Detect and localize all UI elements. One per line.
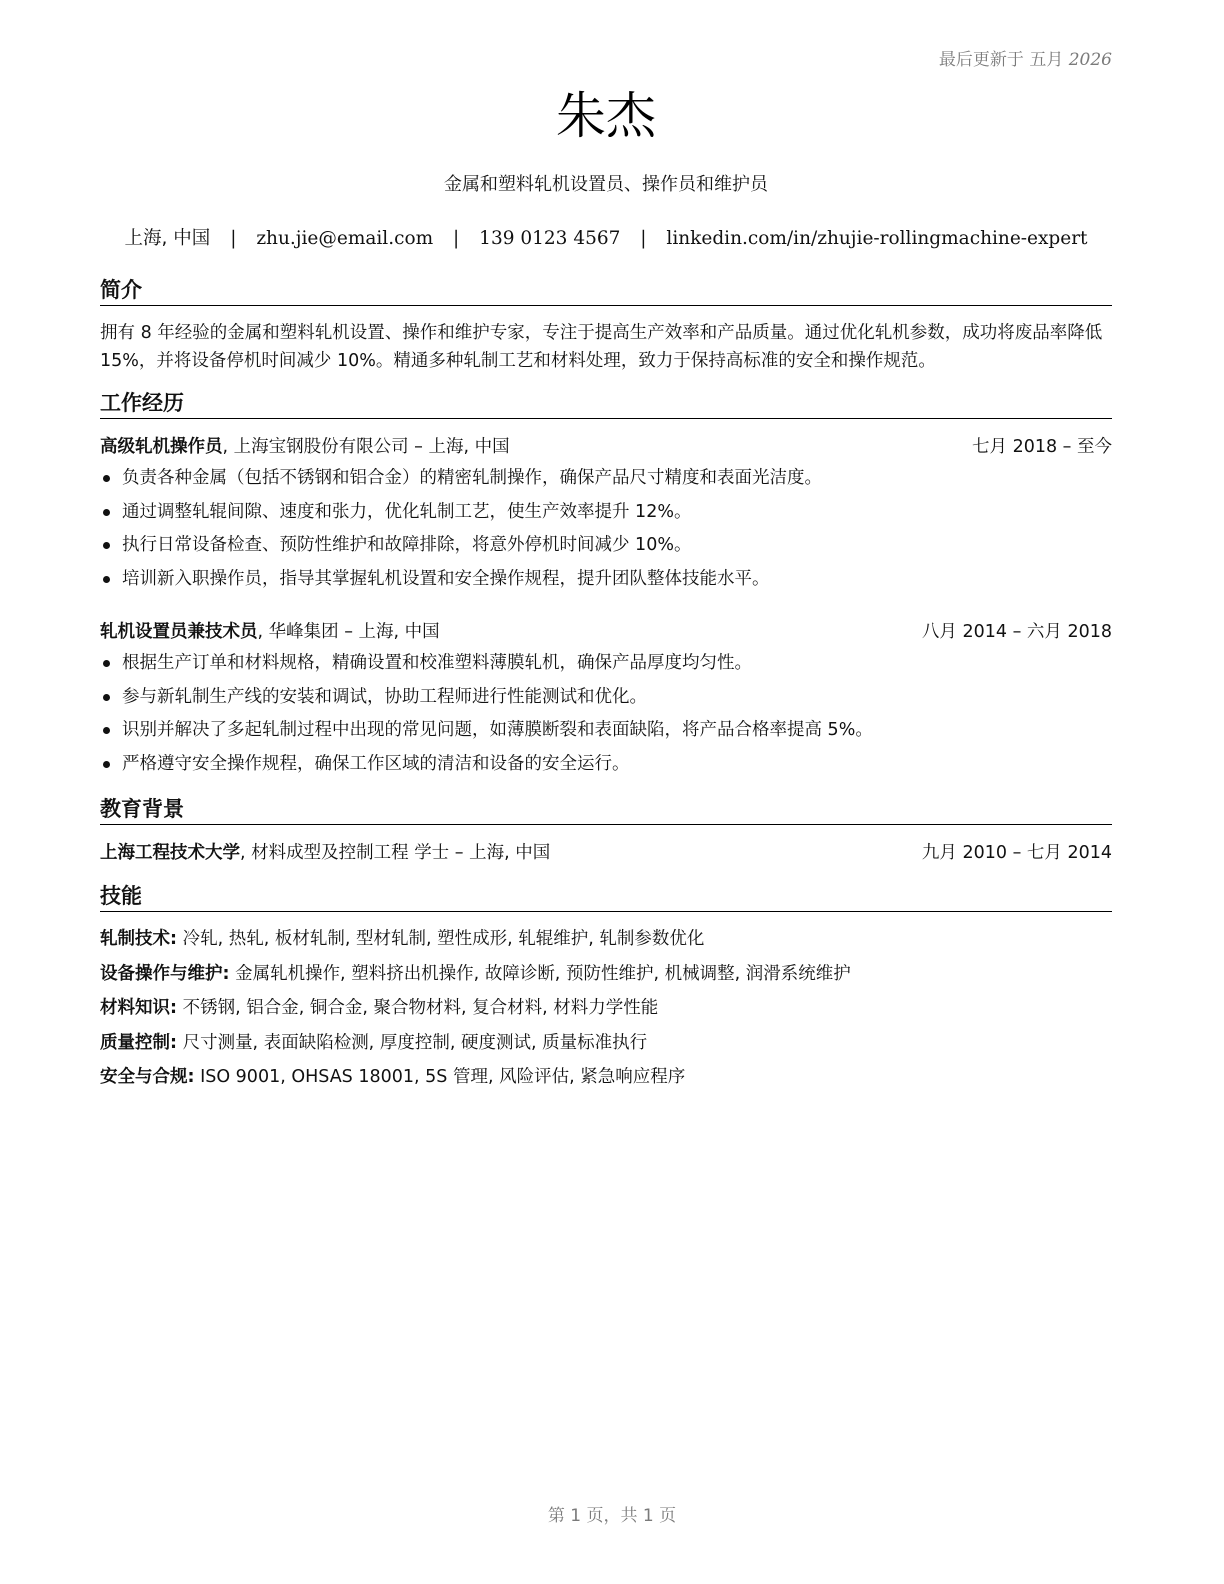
bullet-icon xyxy=(103,660,110,667)
skill-value: 冷轧, 热轧, 板材轧制, 型材轧制, 塑性成形, 轧辊维护, 轧制参数优化 xyxy=(177,929,705,949)
education-school: 上海工程技术大学 xyxy=(100,843,240,863)
bullet-icon xyxy=(103,475,110,482)
job-bullet-text: 通过调整轧辊间隙、速度和张力，优化轧制工艺，使生产效率提升 12%。 xyxy=(122,501,692,522)
contact-phone-link[interactable]: 139 0123 4567 xyxy=(479,228,621,249)
skill-value: 尺寸测量, 表面缺陷检测, 厚度控制, 硬度测试, 质量标准执行 xyxy=(177,1032,648,1053)
job-dates: 八月 2014 – 六月 2018 xyxy=(921,622,1112,642)
section-title-summary: 简介 xyxy=(100,276,1112,306)
bullet-icon xyxy=(103,761,110,768)
job-bullet xyxy=(100,718,1112,752)
job-bullet-text: 执行日常设备检查、预防性维护和故障排除，将意外停机时间减少 10%。 xyxy=(122,535,692,555)
job-company: , 华峰集团 – 上海, 中国 xyxy=(257,622,440,642)
bullet-icon xyxy=(103,509,110,516)
last-updated xyxy=(939,45,1112,70)
skill-row xyxy=(100,962,1112,997)
job-bullets xyxy=(100,651,1112,785)
skill-label: 轧制技术: xyxy=(100,929,177,949)
job-bullet xyxy=(100,752,1112,786)
job-header xyxy=(100,620,1112,644)
contact-location: 上海, 中国 xyxy=(124,228,211,249)
bullet-icon xyxy=(103,694,110,701)
last-updated-year: 2026 xyxy=(1068,50,1112,70)
skill-row xyxy=(100,996,1112,1031)
job-company: , 上海宝钢股份有限公司 – 上海, 中国 xyxy=(222,437,510,457)
education-degree: , 材料成型及控制工程 学士 – 上海, 中国 xyxy=(240,843,551,863)
skill-value: 不锈钢, 铝合金, 铜合金, 聚合物材料, 复合材料, 材料力学性能 xyxy=(177,998,659,1018)
job-bullet-text: 根据生产订单和材料规格，精确设置和校准塑料薄膜轧机，确保产品厚度均匀性。 xyxy=(122,653,752,673)
job-bullet xyxy=(100,533,1112,567)
skill-label: 材料知识: xyxy=(100,998,177,1018)
contact-linkedin-link[interactable]: linkedin.com/in/zhujie-rollingmachine-expert xyxy=(666,228,1088,249)
job-title-line xyxy=(100,622,440,642)
job-bullet-text: 识别并解决了多起轧制过程中出现的常见问题，如薄膜断裂和表面缺陷，将产品合格率提高 5%。 xyxy=(122,720,873,740)
summary-text: 拥有 8 年经验的金属和塑料轧机设置、操作和维护专家，专注于提高生产效率和产品质量。通过优化轧机参数，成功将废品率降低 15%，并将设备停机时间减少 10%。精通多种轧制工艺和材料处理，致力于保持高标准的安全和操作规范。 xyxy=(100,323,1103,371)
job-bullet xyxy=(100,500,1112,534)
job-bullet xyxy=(100,466,1112,500)
job-title-line xyxy=(100,437,510,457)
contact-separator: | xyxy=(640,228,647,249)
education-line xyxy=(100,843,550,863)
skill-row xyxy=(100,1031,1112,1066)
job-dates: 七月 2018 – 至今 xyxy=(972,437,1112,457)
contact-separator: | xyxy=(230,228,237,249)
job-bullet xyxy=(100,567,1112,601)
contact-email-link[interactable]: zhu.jie@email.com xyxy=(256,228,434,249)
skills-list xyxy=(100,927,1112,1100)
contact-line xyxy=(100,224,1112,250)
skill-label: 质量控制: xyxy=(100,1032,177,1053)
contact-separator: | xyxy=(453,228,460,249)
candidate-headline: 金属和塑料轧机设置员、操作员和维护员 xyxy=(444,174,768,195)
section-title-skills: 技能 xyxy=(100,882,1112,912)
skill-value: 金属轧机操作, 塑料挤出机操作, 故障诊断, 预防性维护, 机械调整, 润滑系统维护 xyxy=(229,963,851,984)
job-bullet-text: 培训新入职操作员，指导其掌握轧机设置和安全操作规程，提升团队整体技能水平。 xyxy=(122,568,770,589)
job-bullet xyxy=(100,685,1112,719)
section-title-education: 教育背景 xyxy=(100,795,1112,825)
job-bullet-text: 参与新轧制生产线的安装和调试，协助工程师进行性能测试和优化。 xyxy=(122,686,647,707)
skill-row xyxy=(100,1065,1112,1100)
job-bullet-text: 负责各种金属（包括不锈钢和铝合金）的精密轧制操作，确保产品尺寸精度和表面光洁度。 xyxy=(122,468,822,488)
bullet-icon xyxy=(103,576,110,583)
job-bullet-text: 严格遵守安全操作规程，确保工作区域的清洁和设备的安全运行。 xyxy=(122,753,630,774)
skill-label: 安全与合规: xyxy=(100,1067,195,1087)
job-header xyxy=(100,435,1112,459)
last-updated-label: 最后更新于 五月 xyxy=(938,50,1064,70)
bullet-icon xyxy=(103,542,110,549)
job-role: 轧机设置员兼技术员 xyxy=(100,622,258,642)
skill-label: 设备操作与维护: xyxy=(100,963,230,984)
job-bullets xyxy=(100,466,1112,600)
education-entry xyxy=(100,841,1112,865)
job-role: 高级轧机操作员 xyxy=(100,437,223,457)
skill-value: ISO 9001, OHSAS 18001, 5S 管理, 风险评估, 紧急响应程序 xyxy=(194,1067,686,1087)
candidate-name: 朱杰 xyxy=(556,87,656,145)
bullet-icon xyxy=(103,727,110,734)
job-bullet xyxy=(100,651,1112,685)
resume-page xyxy=(100,0,1112,1584)
section-title-experience: 工作经历 xyxy=(100,389,1112,419)
education-dates: 九月 2010 – 七月 2014 xyxy=(921,843,1112,863)
skill-row xyxy=(100,927,1112,962)
page-number: 第 1 页，共 1 页 xyxy=(547,1506,677,1526)
